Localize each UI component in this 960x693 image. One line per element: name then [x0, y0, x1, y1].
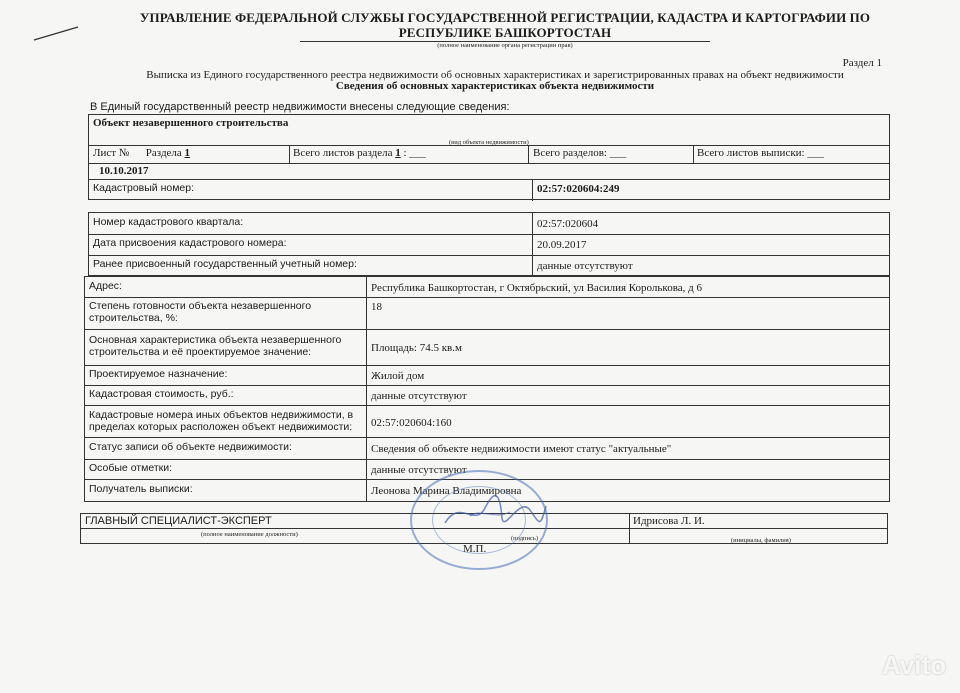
recipient-label: Получатель выписки: — [89, 483, 193, 495]
total-extract-label: Всего листов выписки: — [697, 147, 805, 159]
status-value: Сведения об объекте недвижимости имеют статус "актуальные" — [371, 443, 672, 455]
total-sections: Всего разделов: ___ — [533, 147, 627, 159]
characteristics-table — [84, 276, 890, 502]
special-marks-label: Особые отметки: — [89, 462, 173, 474]
section-label: Раздел 1 — [842, 57, 882, 69]
address-label: Адрес: — [89, 280, 122, 292]
organ-title: УПРАВЛЕНИЕ ФЕДЕРАЛЬНОЙ СЛУЖБЫ ГОСУДАРСТВЕННОЙ РЕГИСТРАЦИИ, КАДАСТРА И КАРТОГРАФИИ ПО РЕСПУБЛИКЕ БАШКОРТОСТАН — [139, 10, 871, 40]
parent-objects-label: Кадастровые номера иных объектов недвижимости, в пределах которых расположен объект недвижимости: — [89, 409, 354, 433]
sign-caption: (подпись) — [511, 535, 538, 542]
quarter-label: Номер кадастрового квартала: — [93, 216, 244, 228]
signer-name: Идрисова Л. И. — [633, 515, 705, 527]
cadastral-number: 02:57:020604:249 — [537, 183, 620, 195]
seal-place: М.П. — [463, 543, 487, 555]
signature-scribble — [440, 488, 550, 536]
position-caption: (полное наименование должности) — [201, 531, 298, 538]
object-type: Объект незавершенного строительства — [93, 117, 289, 129]
total-section-sheets: Всего листов раздела 1 : ___ — [293, 147, 426, 159]
total-section-value: 1 — [395, 147, 401, 159]
special-marks-value: данные отсутствуют — [371, 464, 467, 476]
intro-text: В Единый государственный реестр недвижимости внесены следующие сведения: — [90, 101, 510, 113]
total-sections-label: Всего разделов: — [533, 147, 607, 159]
readiness-label: Степень готовности объекта незавершенного строительства, %: — [89, 300, 312, 324]
previous-number-label: Ранее присвоенный государственный учетный номер: — [93, 258, 357, 270]
recipient-value: Леонова Марина Владимировна — [371, 485, 522, 497]
section-number: 1 — [184, 147, 191, 159]
object-table — [88, 114, 890, 200]
sheet-no-label: Лист № — [93, 147, 130, 159]
total-section-label: Всего листов раздела — [293, 147, 393, 159]
previous-number-value: данные отсутствуют — [537, 260, 633, 272]
section-word: Раздела — [145, 147, 182, 159]
main-char-label: Основная характеристика объекта незавершенного строительства и её проектируемое значение: — [89, 334, 342, 358]
organ-caption: (полное наименование органа регистрации прав) — [437, 42, 573, 49]
quarter-table — [88, 212, 890, 276]
extract-date: 10.10.2017 — [99, 165, 149, 177]
readiness-value: 18 — [371, 301, 382, 313]
avito-watermark: Avito — [881, 650, 946, 680]
sheet-number — [93, 147, 190, 159]
cost-value: данные отсутствуют — [371, 390, 467, 402]
main-char-value: Площадь: 74.5 кв.м — [371, 342, 462, 354]
parent-objects-value: 02:57:020604:160 — [371, 417, 452, 429]
object-type-caption: (вид объекта недвижимости) — [449, 139, 529, 146]
cadastral-label: Кадастровый номер: — [93, 182, 195, 194]
cost-label: Кадастровая стоимость, руб.: — [89, 388, 234, 400]
purpose-value: Жилой дом — [371, 370, 425, 382]
status-label: Статус записи об объекте недвижимости: — [89, 441, 292, 453]
total-extract: Всего листов выписки: ___ — [697, 147, 824, 159]
address-value: Республика Башкортостан, г Октябрьский, ул Василия Королькова, д 6 — [371, 282, 702, 294]
assign-date-value: 20.09.2017 — [537, 239, 587, 251]
extract-title: Выписка из Единого государственного реестра недвижимости об основных характеристиках и зарегистрированных правах на объект недвижимости — [146, 69, 844, 81]
pen-mark — [32, 24, 82, 44]
quarter-value: 02:57:020604 — [537, 218, 599, 230]
position-value: ГЛАВНЫЙ СПЕЦИАЛИСТ-ЭКСПЕРТ — [85, 515, 272, 527]
name-caption: (инициалы, фамилия) — [731, 537, 791, 544]
assign-date-label: Дата присвоения кадастрового номера: — [93, 237, 287, 249]
extract-heading: Сведения об основных характеристиках объекта недвижимости — [335, 80, 655, 92]
purpose-label: Проектируемое назначение: — [89, 368, 228, 380]
